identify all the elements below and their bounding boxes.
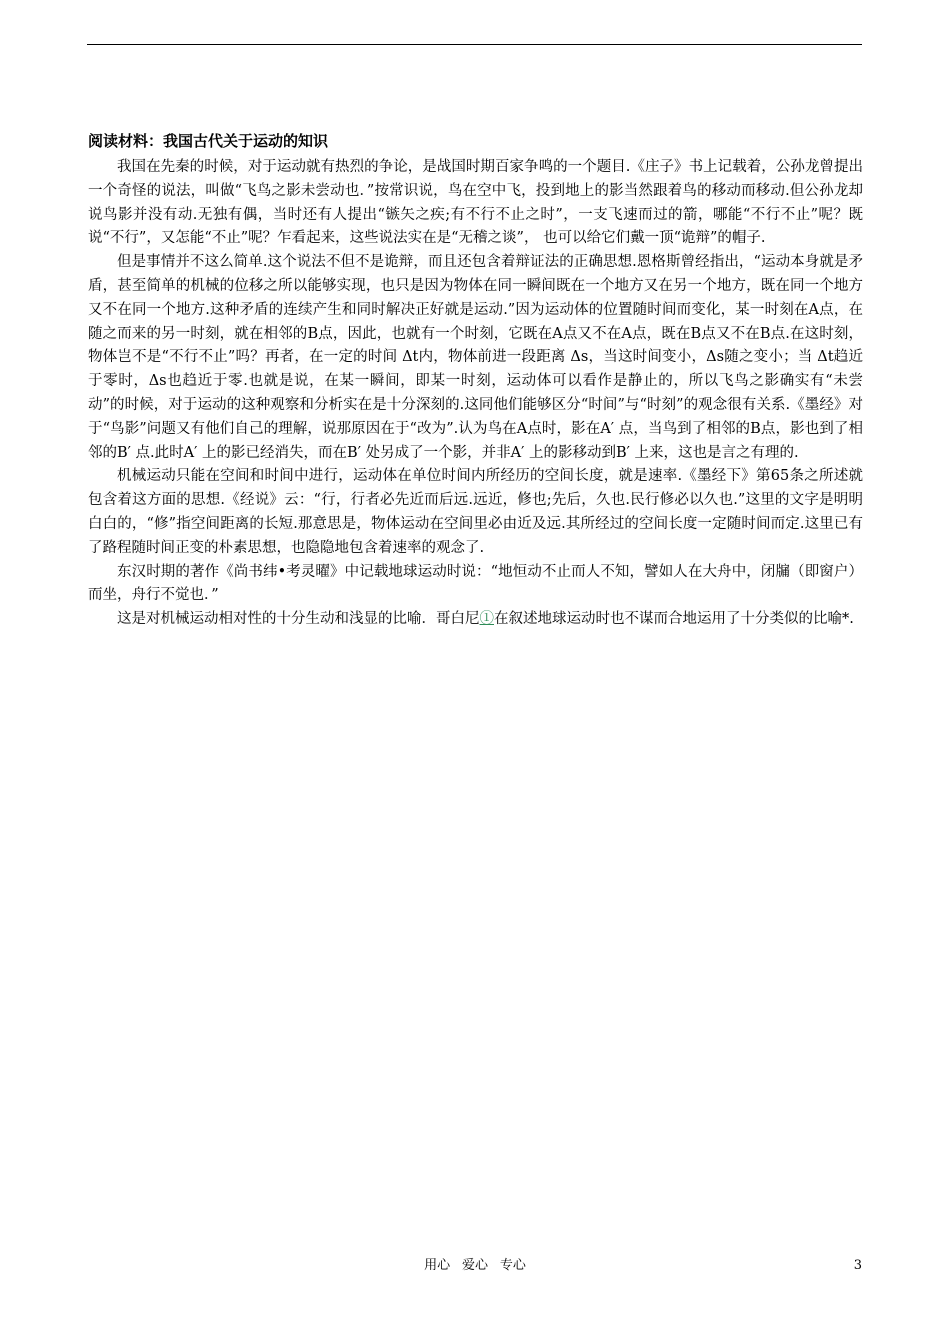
footer-motto: 用心 爱心 专心: [424, 1258, 526, 1273]
paragraph-2: 但是事情并不这么简单.这个说法不但不是诡辩，而且还包含着辩证法的正确思想.恩格斯曾经指出，“运动本身就是矛盾，甚至简单的机械的位移之所以能够实现，也只是因为物体在同一瞬间既在一个地方又在另一个地方，既在同一个地方又不在同一个地方.这种矛盾的连续产生和同时解决正好就是运动.”因为运动体的位置随时间而变化，某一时刻在A点，在随之而来的另一时刻，就在相邻的B点，因此，也就有一个时刻，它既在A点又不在A点，既在B点又不在B点.在这时刻，物体岂不是“不行不止”吗？再者，在一定的时间 Δt内，物体前进一段距离 Δs，当这时间变小，Δs随之变小；当 Δt趋近于零时，Δs也趋近于零.也就是说，在某一瞬间，即某一时刻，运动体可以看作是静止的，所以飞鸟之影确实有“未尝动”的时候，对于运动的这种观察和分析实在是十分深刻的.这同他们能够区分“时间”与“时刻”的观念很有关系.《墨经》对于“鸟影”问题又有他们自己的理解，说那原因在于“改为”.认为鸟在A点时，影在A′ 点，当鸟到了相邻的B点，影也到了相邻的B′ 点.此时A′ 上的影已经消失，而在B′ 处另成了一个影，并非A′ 上的影移动到B′ 上来，这也是言之有理的.: [88, 254, 863, 461]
paragraph-3: 机械运动只能在空间和时间中进行，运动体在单位时间内所经历的空间长度，就是速率.《墨经下》第65条之所述就包含着这方面的思想.《经说》云：“行，行者必先近而后远.远近，修也;先后，久也.民行修必以久也.”这里的文字是明明白白的，“修”指空间距离的长短.那意思是，物体运动在空间里必由近及远.其所经过的空间长度一定随时间而定.这里已有了路程随时间正变的朴素思想，也隐隐地包含着速率的观念了.: [88, 468, 863, 556]
paragraph-5-text-before: 这是对机械运动相对性的十分生动和浅显的比喻．哥白尼: [117, 611, 480, 628]
paragraph-4: 东汉时期的著作《尚书纬•考灵曜》中记载地球运动时说：“地恒动不止而人不知，譬如人在大舟中，闭牖（即窗户）而坐，舟行不觉也．”: [88, 563, 863, 604]
footnote-link[interactable]: ①: [479, 611, 494, 628]
paragraph-1: 我国在先秦的时候，对于运动就有热烈的争论，是战国时期百家争鸣的一个题目.《庄子》书上记载着，公孙龙曾提出一个奇怪的说法，叫做“飞鸟之影未尝动也．”按常识说，鸟在空中飞，投到地上的影当然跟着鸟的移动而移动.但公孙龙却说鸟影并没有动.无独有偶，当时还有人提出“镞矢之疾;有不行不止之时”，一支飞速而过的箭，哪能“不行不止”呢？既说“不行”，又怎能“不止”呢？乍看起来，这些说法实在是“无稽之谈”， 也可以给它们戴一顶“诡辩”的帽子.: [88, 159, 863, 247]
header-rule: [87, 44, 862, 45]
paragraph-5: [88, 608, 863, 632]
article-title: 阅读材料：我国古代关于运动的知识: [88, 132, 329, 150]
article: [88, 126, 863, 632]
page-number: 3: [853, 1258, 862, 1273]
paragraph-5-text-after: 在叙述地球运动时也不谋而合地运用了十分类似的比喻*.: [494, 611, 854, 628]
